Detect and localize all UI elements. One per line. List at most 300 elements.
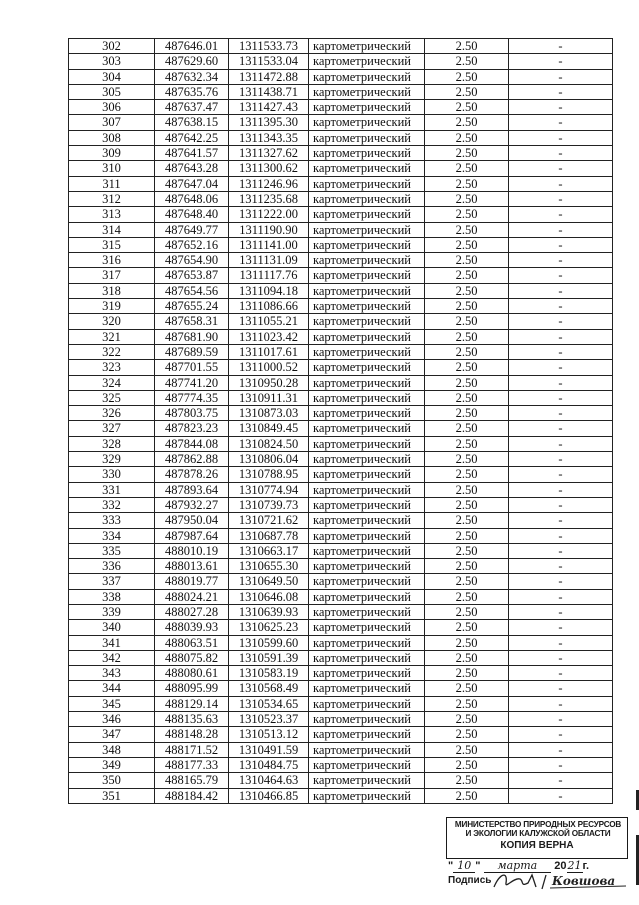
cell-coord-x: 487654.56: [155, 283, 229, 298]
cell-method: картометрический: [309, 54, 425, 69]
cell-coord-x: 487646.01: [155, 39, 229, 54]
cell-method: картометрический: [309, 620, 425, 635]
cell-coord-y: 1310466.85: [229, 788, 309, 803]
cell-point-number: 350: [69, 773, 155, 788]
cell-point-number: 324: [69, 375, 155, 390]
cell-point-number: 317: [69, 268, 155, 283]
cell-accuracy: 2.50: [425, 283, 509, 298]
cell-coord-x: 487803.75: [155, 406, 229, 421]
cell-method: картометрический: [309, 543, 425, 558]
cell-method: картометрический: [309, 513, 425, 528]
cell-accuracy: 2.50: [425, 574, 509, 589]
cell-accuracy: 2.50: [425, 360, 509, 375]
cell-method: картометрический: [309, 742, 425, 757]
cell-method: картометрический: [309, 681, 425, 696]
cell-description: -: [509, 161, 613, 176]
cell-coord-x: 488027.28: [155, 604, 229, 619]
cell-method: картометрический: [309, 161, 425, 176]
cell-coord-y: 1311017.61: [229, 344, 309, 359]
table-row: [69, 54, 613, 69]
cell-description: -: [509, 39, 613, 54]
cell-method: картометрический: [309, 375, 425, 390]
cell-coord-x: 488148.28: [155, 727, 229, 742]
cell-accuracy: 2.50: [425, 39, 509, 54]
cell-coord-x: 487987.64: [155, 528, 229, 543]
cell-method: картометрический: [309, 604, 425, 619]
cell-description: -: [509, 253, 613, 268]
cell-description: -: [509, 604, 613, 619]
cell-coord-x: 487774.35: [155, 390, 229, 405]
cell-point-number: 333: [69, 513, 155, 528]
table-row: [69, 620, 613, 635]
cell-coord-y: 1311327.62: [229, 146, 309, 161]
cell-method: картометрический: [309, 757, 425, 772]
table-row: [69, 207, 613, 222]
cell-description: -: [509, 146, 613, 161]
cell-accuracy: 2.50: [425, 727, 509, 742]
stamp-year-prefix: 20: [554, 860, 567, 872]
cell-method: картометрический: [309, 773, 425, 788]
cell-method: картометрический: [309, 84, 425, 99]
cell-accuracy: 2.50: [425, 482, 509, 497]
cell-accuracy: 2.50: [425, 207, 509, 222]
cell-coord-x: 487643.28: [155, 161, 229, 176]
cell-coord-x: 487653.87: [155, 268, 229, 283]
cell-method: картометрический: [309, 421, 425, 436]
cell-point-number: 313: [69, 207, 155, 222]
cell-method: картометрический: [309, 390, 425, 405]
cell-point-number: 336: [69, 559, 155, 574]
cell-coord-x: 488135.63: [155, 712, 229, 727]
cell-description: -: [509, 406, 613, 421]
cell-coord-x: 487950.04: [155, 513, 229, 528]
cell-accuracy: 2.50: [425, 314, 509, 329]
table-row: [69, 467, 613, 482]
table-row: [69, 482, 613, 497]
cell-accuracy: 2.50: [425, 513, 509, 528]
cell-coord-y: 1310583.19: [229, 666, 309, 681]
cell-coord-x: 487681.90: [155, 329, 229, 344]
cell-accuracy: 2.50: [425, 344, 509, 359]
cell-coord-y: 1310646.08: [229, 589, 309, 604]
cell-coord-y: 1310806.04: [229, 452, 309, 467]
cell-point-number: 338: [69, 589, 155, 604]
cell-description: -: [509, 650, 613, 665]
table-row: [69, 497, 613, 512]
table-row: [69, 176, 613, 191]
cell-point-number: 326: [69, 406, 155, 421]
date-quote-close: ": [475, 860, 481, 872]
cell-description: -: [509, 421, 613, 436]
cell-method: картометрический: [309, 467, 425, 482]
cell-coord-y: 1311222.00: [229, 207, 309, 222]
cell-accuracy: 2.50: [425, 84, 509, 99]
cell-method: картометрический: [309, 146, 425, 161]
cell-method: картометрический: [309, 788, 425, 803]
cell-description: -: [509, 788, 613, 803]
cell-accuracy: 2.50: [425, 788, 509, 803]
cell-description: -: [509, 482, 613, 497]
cell-method: картометрический: [309, 222, 425, 237]
cell-description: -: [509, 681, 613, 696]
cell-accuracy: 2.50: [425, 467, 509, 482]
cell-accuracy: 2.50: [425, 742, 509, 757]
handwritten-signature: [490, 869, 630, 891]
cell-method: картометрический: [309, 207, 425, 222]
date-quote-open: ": [448, 860, 454, 872]
table-row: [69, 788, 613, 803]
cell-method: картометрический: [309, 497, 425, 512]
cell-coord-y: 1310513.12: [229, 727, 309, 742]
table-row: [69, 115, 613, 130]
stamp-copy-label: КОПИЯ ВЕРНА: [500, 840, 574, 851]
table-row: [69, 191, 613, 206]
cell-method: картометрический: [309, 574, 425, 589]
cell-coord-y: 1311246.96: [229, 176, 309, 191]
cell-coord-x: 488013.61: [155, 559, 229, 574]
cell-coord-x: 487655.24: [155, 299, 229, 314]
cell-point-number: 327: [69, 421, 155, 436]
cell-coord-y: 1311395.30: [229, 115, 309, 130]
cell-description: -: [509, 344, 613, 359]
cell-description: -: [509, 742, 613, 757]
cell-point-number: 319: [69, 299, 155, 314]
cell-coord-x: 487701.55: [155, 360, 229, 375]
cell-point-number: 341: [69, 635, 155, 650]
certification-stamp: [446, 817, 632, 889]
cell-coord-y: 1310873.03: [229, 406, 309, 421]
cell-coord-y: 1311235.68: [229, 191, 309, 206]
cell-coord-y: 1311055.21: [229, 314, 309, 329]
cell-coord-x: 487741.20: [155, 375, 229, 390]
cell-point-number: 337: [69, 574, 155, 589]
cell-coord-x: 487932.27: [155, 497, 229, 512]
cell-point-number: 331: [69, 482, 155, 497]
cell-coord-x: 487638.15: [155, 115, 229, 130]
cell-coord-x: 488177.33: [155, 757, 229, 772]
cell-coord-x: 487689.59: [155, 344, 229, 359]
cell-point-number: 303: [69, 54, 155, 69]
table-row: [69, 773, 613, 788]
cell-accuracy: 2.50: [425, 712, 509, 727]
cell-coord-y: 1310687.78: [229, 528, 309, 543]
cell-method: картометрический: [309, 314, 425, 329]
cell-method: картометрический: [309, 191, 425, 206]
cell-coord-y: 1310464.63: [229, 773, 309, 788]
cell-description: -: [509, 620, 613, 635]
cell-coord-x: 487878.26: [155, 467, 229, 482]
cell-point-number: 349: [69, 757, 155, 772]
cell-coord-y: 1310655.30: [229, 559, 309, 574]
cell-coord-y: 1310599.60: [229, 635, 309, 650]
cell-accuracy: 2.50: [425, 604, 509, 619]
cell-accuracy: 2.50: [425, 299, 509, 314]
cell-coord-y: 1310649.50: [229, 574, 309, 589]
cell-coord-y: 1311086.66: [229, 299, 309, 314]
cell-accuracy: 2.50: [425, 268, 509, 283]
cell-description: -: [509, 712, 613, 727]
cell-coord-y: 1311131.09: [229, 253, 309, 268]
table-row: [69, 712, 613, 727]
cell-point-number: 321: [69, 329, 155, 344]
cell-description: -: [509, 222, 613, 237]
cell-description: -: [509, 635, 613, 650]
stamp-month: марта: [484, 859, 552, 873]
cell-method: картометрический: [309, 69, 425, 84]
cell-method: картометрический: [309, 696, 425, 711]
cell-point-number: 309: [69, 146, 155, 161]
cell-coord-x: 487823.23: [155, 421, 229, 436]
cell-coord-y: 1310568.49: [229, 681, 309, 696]
cell-description: -: [509, 191, 613, 206]
cell-method: картометрический: [309, 344, 425, 359]
table-row: [69, 650, 613, 665]
table-row: [69, 635, 613, 650]
cell-description: -: [509, 543, 613, 558]
cell-coord-x: 487635.76: [155, 84, 229, 99]
cell-accuracy: 2.50: [425, 528, 509, 543]
cell-description: -: [509, 773, 613, 788]
cell-coord-x: 487637.47: [155, 100, 229, 115]
cell-description: -: [509, 497, 613, 512]
table-row: [69, 528, 613, 543]
cell-accuracy: 2.50: [425, 773, 509, 788]
cell-coord-y: 1310739.73: [229, 497, 309, 512]
table-row: [69, 604, 613, 619]
cell-point-number: 322: [69, 344, 155, 359]
cell-point-number: 318: [69, 283, 155, 298]
table-row: [69, 268, 613, 283]
cell-coord-x: 488039.93: [155, 620, 229, 635]
cell-coord-y: 1311094.18: [229, 283, 309, 298]
cell-method: картометрический: [309, 528, 425, 543]
cell-description: -: [509, 283, 613, 298]
cell-point-number: 332: [69, 497, 155, 512]
cell-point-number: 307: [69, 115, 155, 130]
cell-point-number: 325: [69, 390, 155, 405]
cell-point-number: 339: [69, 604, 155, 619]
cell-description: -: [509, 176, 613, 191]
cell-coord-x: 488095.99: [155, 681, 229, 696]
stamp-org-line-2: И ЭКОЛОГИИ КАЛУЖСКОЙ ОБЛАСТИ: [465, 829, 611, 838]
table-row: [69, 742, 613, 757]
coordinates-table-body: [69, 39, 613, 804]
cell-coord-x: 488165.79: [155, 773, 229, 788]
cell-coord-y: 1310591.39: [229, 650, 309, 665]
table-row: [69, 130, 613, 145]
table-row: [69, 161, 613, 176]
stamp-day: 10: [453, 859, 475, 873]
cell-point-number: 310: [69, 161, 155, 176]
cell-coord-x: 488129.14: [155, 696, 229, 711]
cell-description: -: [509, 589, 613, 604]
cell-method: картометрический: [309, 130, 425, 145]
table-row: [69, 69, 613, 84]
cell-description: -: [509, 100, 613, 115]
cell-point-number: 311: [69, 176, 155, 191]
cell-coord-y: 1310523.37: [229, 712, 309, 727]
cell-accuracy: 2.50: [425, 130, 509, 145]
cell-point-number: 335: [69, 543, 155, 558]
cell-description: -: [509, 513, 613, 528]
cell-coord-y: 1311343.35: [229, 130, 309, 145]
cell-accuracy: 2.50: [425, 329, 509, 344]
cell-method: картометрический: [309, 253, 425, 268]
table-row: [69, 559, 613, 574]
cell-point-number: 305: [69, 84, 155, 99]
table-row: [69, 452, 613, 467]
cell-accuracy: 2.50: [425, 436, 509, 451]
cell-accuracy: 2.50: [425, 115, 509, 130]
cell-method: картометрический: [309, 589, 425, 604]
table-row: [69, 390, 613, 405]
cell-method: картометрический: [309, 329, 425, 344]
table-row: [69, 574, 613, 589]
cell-accuracy: 2.50: [425, 176, 509, 191]
table-row: [69, 329, 613, 344]
cell-point-number: 308: [69, 130, 155, 145]
cell-description: -: [509, 559, 613, 574]
cell-description: -: [509, 390, 613, 405]
cell-coord-y: 1310950.28: [229, 375, 309, 390]
cell-method: картометрический: [309, 237, 425, 252]
cell-point-number: 304: [69, 69, 155, 84]
cell-accuracy: 2.50: [425, 390, 509, 405]
stamp-organization: [449, 820, 627, 838]
cell-coord-x: 487647.04: [155, 176, 229, 191]
table-row: [69, 727, 613, 742]
cell-coord-x: 487893.64: [155, 482, 229, 497]
cell-coord-y: 1310911.31: [229, 390, 309, 405]
cell-coord-x: 488080.61: [155, 666, 229, 681]
cell-coord-y: 1310484.75: [229, 757, 309, 772]
cell-coord-y: 1311141.00: [229, 237, 309, 252]
cell-method: картометрический: [309, 666, 425, 681]
table-row: [69, 757, 613, 772]
cell-point-number: 302: [69, 39, 155, 54]
cell-point-number: 340: [69, 620, 155, 635]
cell-point-number: 334: [69, 528, 155, 543]
table-row: [69, 237, 613, 252]
cell-coord-x: 488171.52: [155, 742, 229, 757]
cell-accuracy: 2.50: [425, 559, 509, 574]
cell-coord-y: 1310788.95: [229, 467, 309, 482]
stamp-year-unit: г.: [582, 860, 590, 872]
cell-coord-x: 488024.21: [155, 589, 229, 604]
cell-accuracy: 2.50: [425, 421, 509, 436]
cell-point-number: 346: [69, 712, 155, 727]
cell-accuracy: 2.50: [425, 54, 509, 69]
stamp-org-line-1: МИНИСТЕРСТВО ПРИРОДНЫХ РЕСУРСОВ: [454, 820, 622, 829]
cell-coord-x: 487862.88: [155, 452, 229, 467]
stamp-frame: [446, 817, 628, 859]
cell-point-number: 315: [69, 237, 155, 252]
cell-method: картометрический: [309, 176, 425, 191]
cell-coord-x: 488063.51: [155, 635, 229, 650]
cell-coord-x: 487648.40: [155, 207, 229, 222]
table-row: [69, 283, 613, 298]
cell-coord-x: 487642.25: [155, 130, 229, 145]
cell-accuracy: 2.50: [425, 620, 509, 635]
cell-point-number: 351: [69, 788, 155, 803]
cell-coord-x: 488010.19: [155, 543, 229, 558]
cell-method: картометрический: [309, 559, 425, 574]
table-row: [69, 666, 613, 681]
cell-point-number: 348: [69, 742, 155, 757]
cell-description: -: [509, 727, 613, 742]
cell-accuracy: 2.50: [425, 146, 509, 161]
cell-coord-x: 488019.77: [155, 574, 229, 589]
cell-description: -: [509, 115, 613, 130]
cell-description: -: [509, 54, 613, 69]
cell-accuracy: 2.50: [425, 452, 509, 467]
cell-description: -: [509, 130, 613, 145]
table-row: [69, 314, 613, 329]
cell-coord-x: 487654.90: [155, 253, 229, 268]
table-row: [69, 589, 613, 604]
table-row: [69, 513, 613, 528]
cell-method: картометрический: [309, 268, 425, 283]
cell-method: картометрический: [309, 299, 425, 314]
cell-method: картометрический: [309, 712, 425, 727]
table-row: [69, 100, 613, 115]
cell-accuracy: 2.50: [425, 253, 509, 268]
cell-coord-y: 1311427.43: [229, 100, 309, 115]
cell-accuracy: 2.50: [425, 222, 509, 237]
cell-accuracy: 2.50: [425, 543, 509, 558]
cell-coord-y: 1310639.93: [229, 604, 309, 619]
table-row: [69, 299, 613, 314]
cell-description: -: [509, 574, 613, 589]
cell-coord-x: 487649.77: [155, 222, 229, 237]
table-row: [69, 344, 613, 359]
cell-description: -: [509, 757, 613, 772]
table-row: [69, 146, 613, 161]
cell-accuracy: 2.50: [425, 635, 509, 650]
cell-description: -: [509, 84, 613, 99]
table-row: [69, 253, 613, 268]
stamp-sign-label: Подпись: [448, 875, 492, 886]
cell-coord-y: 1311533.04: [229, 54, 309, 69]
coordinates-table: [68, 38, 613, 804]
cell-point-number: 343: [69, 666, 155, 681]
cell-method: картометрический: [309, 482, 425, 497]
cell-coord-y: 1310663.17: [229, 543, 309, 558]
cell-description: -: [509, 452, 613, 467]
cell-method: картометрический: [309, 283, 425, 298]
cell-point-number: 312: [69, 191, 155, 206]
cell-description: -: [509, 69, 613, 84]
table-row: [69, 360, 613, 375]
cell-coord-x: 487648.06: [155, 191, 229, 206]
cell-accuracy: 2.50: [425, 237, 509, 252]
table-row: [69, 696, 613, 711]
cell-description: -: [509, 329, 613, 344]
cell-accuracy: 2.50: [425, 161, 509, 176]
cell-coord-y: 1310774.94: [229, 482, 309, 497]
table-row: [69, 39, 613, 54]
cell-description: -: [509, 666, 613, 681]
cell-point-number: 323: [69, 360, 155, 375]
cell-coord-y: 1310849.45: [229, 421, 309, 436]
cell-coord-x: 487629.60: [155, 54, 229, 69]
cell-accuracy: 2.50: [425, 100, 509, 115]
cell-method: картометрический: [309, 115, 425, 130]
signature-name: Ковшова: [552, 874, 616, 888]
cell-accuracy: 2.50: [425, 69, 509, 84]
cell-description: -: [509, 314, 613, 329]
cell-coord-y: 1311117.76: [229, 268, 309, 283]
